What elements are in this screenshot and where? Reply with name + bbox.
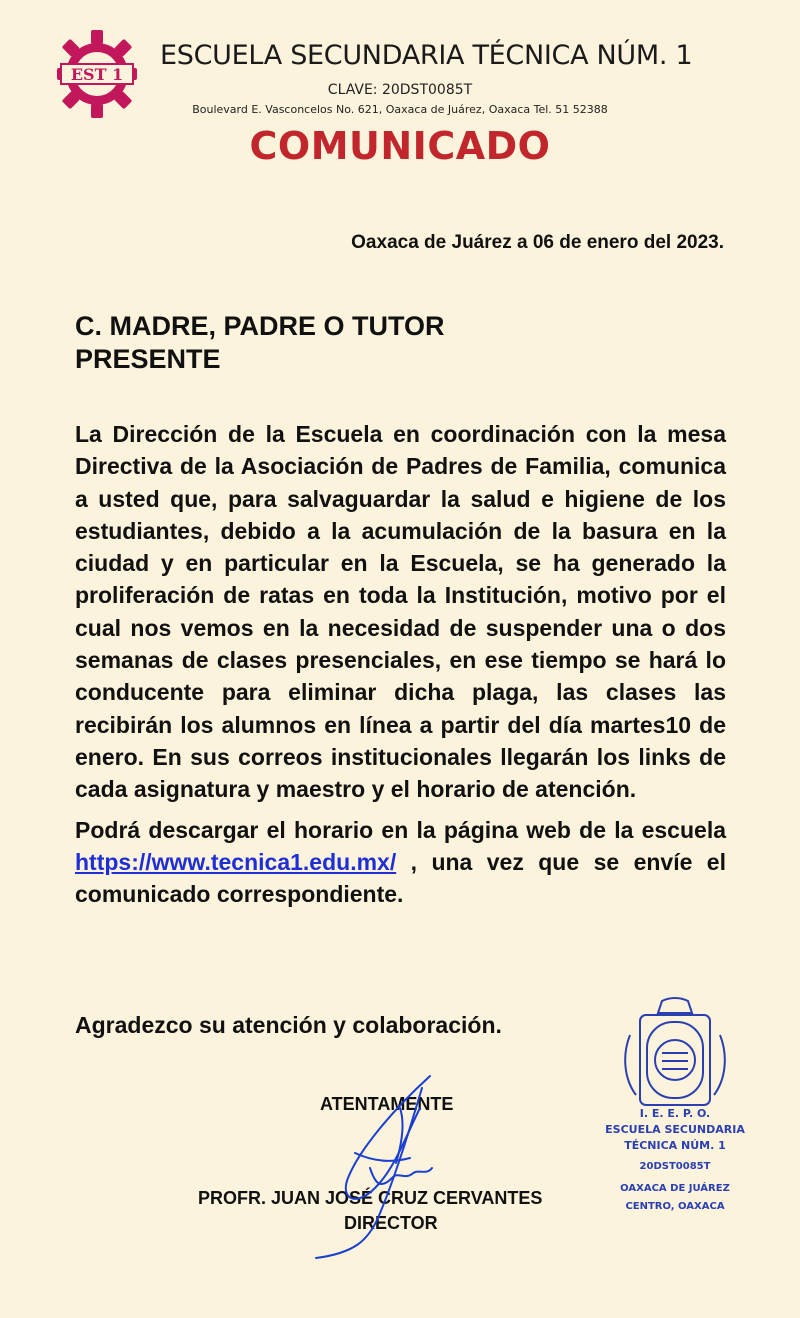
stamp-text: OAXACA DE JUÁREZ xyxy=(620,1183,730,1194)
logo-text: EST 1 xyxy=(70,65,124,84)
director-title: DIRECTOR xyxy=(344,1213,438,1233)
school-address: Boulevard E. Vasconcelos No. 621, Oaxaca de Juárez, Oaxaca Tel. 51 52388 xyxy=(192,103,608,116)
body-paragraph-download xyxy=(75,814,726,911)
signature-graphic xyxy=(300,1068,480,1263)
school-website-link[interactable]: https://www.tecnica1.edu.mx/ xyxy=(75,848,397,875)
document-body xyxy=(75,418,726,910)
paragraph-text: , una vez que se envíe el comunicado correspondiente. xyxy=(75,848,726,908)
body-paragraph: La Dirección de la Escuela en coordinación con la mesa Directiva de la Asociación de Padres de Familia, comunica a usted que, para salvaguardar la salud e higiene de los estudiantes, debido a la acumulación de la basura en la ciudad y en particular en la Escuela, se ha generado la proliferación de ratas en toda la Institución, motivo por el cual nos vemos en la necesidad de suspender una o dos semanas de clases presenciales, en ese tiempo se hará lo conducente para eliminar dicha plaga, las clases las recibirán los alumnos en línea a partir del día martes10 de enero. En sus correos institucionales llegarán los links de cada asignatura y maestro y el horario de atención. xyxy=(75,421,726,803)
stamp-text: I. E. E. P. O. xyxy=(639,1107,711,1120)
recipient-line: C. MADRE, PADRE O TUTOR xyxy=(75,311,445,341)
document-title: COMUNICADO xyxy=(249,124,551,168)
director-name: PROFR. JUAN JOSÉ CRUZ CERVANTES xyxy=(198,1188,543,1208)
stamp-text: TÉCNICA NÚM. 1 xyxy=(624,1139,726,1152)
school-clave: CLAVE: 20DST0085T xyxy=(327,82,473,98)
recipient-block xyxy=(75,310,445,376)
recipient-presente: PRESENTE xyxy=(75,344,221,374)
thanks-line: Agradezco su atención y colaboración. xyxy=(75,1012,502,1038)
official-stamp xyxy=(600,995,750,1225)
document-date: Oaxaca de Juárez a 06 de enero del 2023. xyxy=(351,232,724,253)
school-name: ESCUELA SECUNDARIA TÉCNICA NÚM. 1 xyxy=(160,40,693,71)
stamp-text: 20DST0085T xyxy=(639,1161,711,1172)
paragraph-text: Podrá descargar el horario en la página web de la escuela xyxy=(75,816,726,843)
school-logo-gear xyxy=(55,28,139,120)
stamp-text: ESCUELA SECUNDARIA xyxy=(605,1123,745,1136)
closing-atentamente: ATENTAMENTE xyxy=(320,1094,454,1114)
stamp-text: CENTRO, OAXACA xyxy=(625,1201,725,1212)
